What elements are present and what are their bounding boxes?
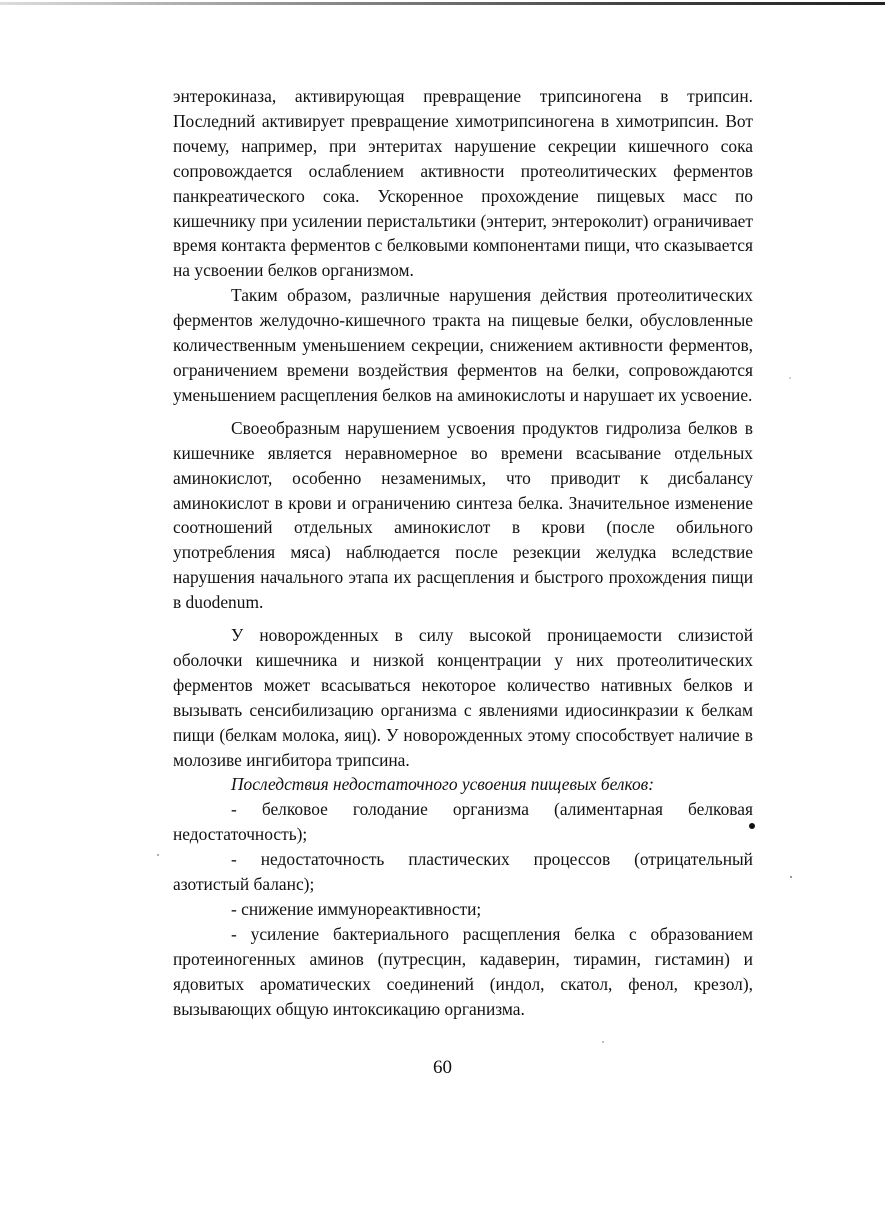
page-number: 60: [433, 1057, 452, 1078]
list-item-plastic-processes: - недостаточность пластических процессов (отрицательный азотистый баланс);: [173, 849, 753, 895]
list-item-protein-starvation: - белковое голодание организма (алиментарная белковая недостаточность);: [173, 799, 753, 845]
speck: [790, 876, 792, 878]
list-item-immunoreactivity: - снижение иммунореактивности;: [231, 899, 482, 919]
paragraph-4: У новорожденных в силу высокой проницаемости слизистой оболочки кишечника и низкой концентрации у них протеолитических ферментов может всасываться некоторое количество нативных белков и вызывать сенсибилизацию организма с явлениями идиосинкразии к белкам пищи (белкам молока, яиц). У новорожденных этому способствует наличие в молозиве ингибитора трипсина.: [173, 625, 753, 770]
list-item-bacterial-cleavage: - усиление бактериального расщепления белка с образованием протеиногенных аминов (путресцин, кадаверин, тирамин, гистамин) и ядовитых ароматических соединений (индол, скатол, фенол, крезол), вызывающих общую интоксикацию организма.: [173, 923, 753, 1019]
speck: [789, 377, 791, 379]
speck: [602, 1041, 604, 1043]
document-body: [173, 84, 753, 1022]
speck: [157, 854, 159, 856]
paragraph-3: Своеобразным нарушением усвоения продуктов гидролиза белков в кишечнике является неравномерное во времени всасывание отдельных аминокислот, особенно незаменимых, что приводит к дисбалансу аминокислот в крови и ограничению синтеза белка. Значительное изменение соотношений отдельных аминокислот в крови (после обильного употребления мяса) наблюдается после резекции желудка вследствие нарушения начального этапа их расщепления и быстрого прохождения пищи в duodenum.: [173, 417, 753, 613]
consequences-heading: Последствия недостаточного усвоения пищевых белков:: [231, 774, 654, 795]
paragraph-2: Таким образом, различные нарушения действия протеолитических ферментов желудочно-кишечного тракта на пищевые белки, обусловленные количественным уменьшением секреции, снижением активности ферментов, ограничением времени воздействия ферментов на белки, сопровождаются уменьшением расщепления белков на аминокислоты и нарушает их усвоение.: [173, 285, 753, 405]
paragraph-1: энтерокиназа, активирующая превращение трипсиногена в трипсин. Последний активирует превращение химотрипсиногена в химотрипсин. Вот почему, например, при энтеритах нарушение секреции кишечного сока сопровождается ослаблением активности протеолитических ферментов панкреатического сока. Ускоренное прохождение пищевых масс по кишечнику при усилении перистальтики (энтерит, энтероколит) ограничивает время контакта ферментов с белковыми компонентами пищи, что сказывается на усвоении белков организмом.: [173, 86, 753, 281]
top-scan-edge: [0, 2, 885, 5]
